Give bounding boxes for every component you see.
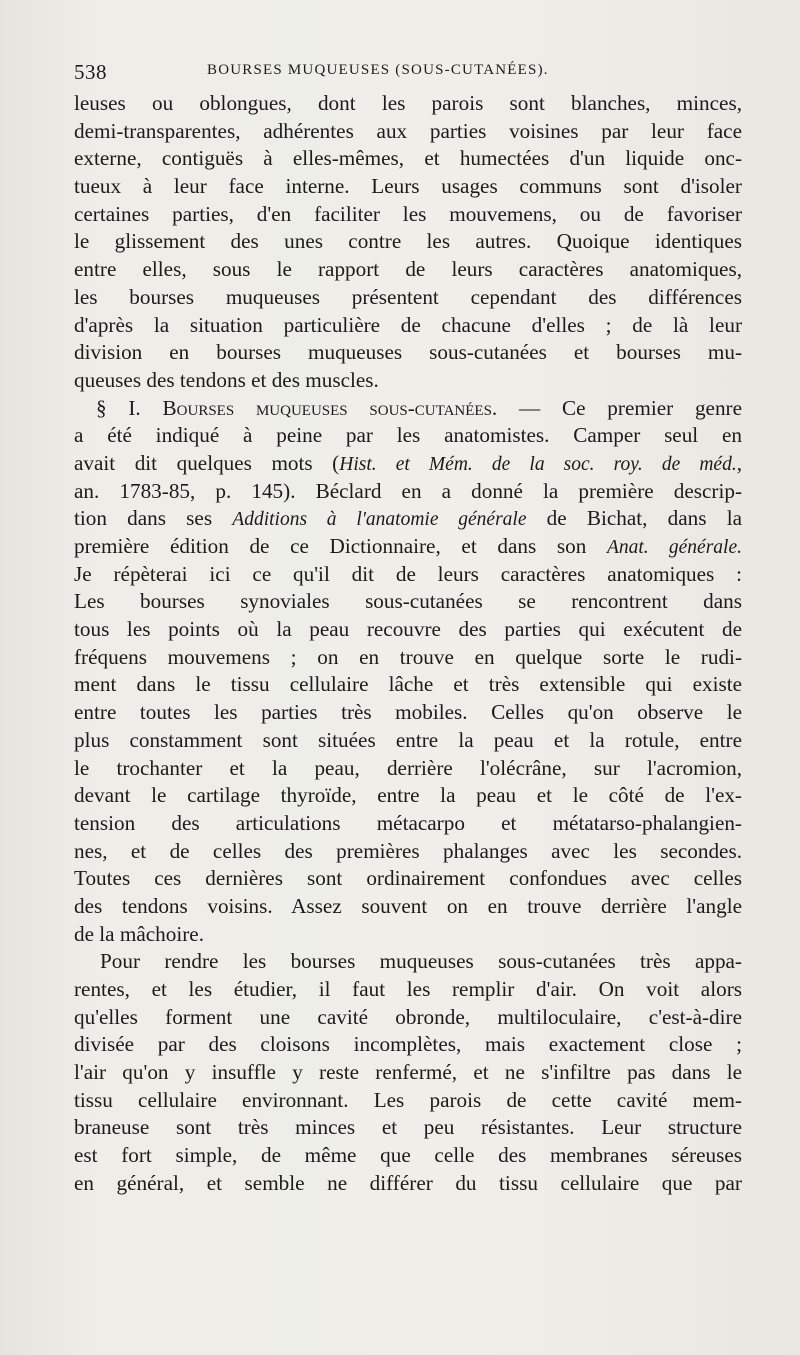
- text-line-citation: [74, 505, 742, 533]
- text-line: de la mâchoire.: [74, 921, 205, 946]
- page-header: [74, 60, 734, 90]
- text-line: tissu cellulaire environnant. Les parois de cette cavité mem-: [74, 1087, 742, 1112]
- text-line: divisée par des cloisons incomplètes, mais exactement close ;: [74, 1032, 742, 1057]
- text-line: en général, et semble ne différer du tissu cellulaire que par: [74, 1170, 742, 1195]
- text-fragment: ,: [736, 450, 742, 475]
- text-line: division en bourses muqueuses sous-cutanées et bourses mu-: [74, 340, 742, 365]
- text-line: qu'elles forment une cavité obronde, multiloculaire, c'est-à-dire: [74, 1004, 742, 1029]
- text-line: le trochanter et la peau, derrière l'olécrâne, sur l'acromion,: [74, 755, 742, 780]
- text-line: braneuse sont très minces et peu résistantes. Leur structure: [74, 1115, 742, 1140]
- text-line: rentes, et les étudier, il faut les remplir d'air. On voit alors: [74, 977, 742, 1001]
- text-line: l'air qu'on y insuffle y reste renfermé, et ne s'infiltre pas dans le: [74, 1060, 742, 1085]
- citation-italic: Anat. générale.: [606, 537, 742, 558]
- text-line: Pour rendre les bourses muqueuses sous-cutanées très appa-: [100, 949, 742, 974]
- text-line: Toutes ces dernières sont ordinairement confondues avec celles: [74, 866, 742, 891]
- text-line: leuses ou oblongues, dont les parois sont blanches, minces,: [74, 91, 742, 115]
- text-line: ment dans le tissu cellulaire lâche et très extensible qui existe: [74, 672, 742, 697]
- section-heading: Bourses muqueuses sous-cutanées.: [162, 395, 498, 420]
- text-line: est fort simple, de même que celle des membranes séreuses: [74, 1143, 742, 1168]
- citation-italic: Hist. et Mém. de la soc. roy. de méd.: [339, 453, 737, 475]
- text-line-citation: [74, 533, 742, 561]
- text-line: tous les points où la peau recouvre des parties qui exécutent de: [74, 617, 742, 642]
- text-fragment: de Bichat, dans la: [526, 506, 742, 531]
- text-line: fréquens mouvemens ; on en trouve en quelque sorte le rudi-: [74, 644, 742, 669]
- text-line-citation: [74, 450, 742, 478]
- text-line: des tendons voisins. Assez souvent on en trouve derrière l'angle: [74, 893, 742, 918]
- text-line: tension des articulations métacarpo et métatarso-phalangien-: [74, 810, 742, 835]
- section-heading-rest: — Ce premier genre: [497, 395, 742, 420]
- text-line: d'après la situation particulière de chacune d'elles ; de là leur: [74, 312, 742, 337]
- text-line: Les bourses synoviales sous-cutanées se rencontrent dans: [74, 589, 742, 614]
- text-line: plus constamment sont situées entre la peau et la rotule, entre: [74, 727, 742, 752]
- body-text: [74, 90, 742, 1198]
- text-line: tueux à leur face interne. Leurs usages communs sont d'isoler: [74, 174, 742, 199]
- text-line: demi-transparentes, adhérentes aux parties voisines par leur face: [74, 118, 742, 143]
- text-line: entre toutes les parties très mobiles. Celles qu'on observe le: [74, 700, 742, 725]
- text-line: nes, et de celles des premières phalanges avec les secondes.: [74, 838, 742, 863]
- section-mark: § I.: [96, 395, 163, 420]
- running-title: BOURSES MUQUEUSES (SOUS-CUTANÉES).: [207, 62, 549, 78]
- text-fragment: avait dit quelques mots (: [74, 450, 340, 475]
- text-fragment: première édition de ce Dictionnaire, et dans son: [74, 534, 607, 558]
- citation-italic: Additions à l'anatomie générale: [232, 509, 527, 531]
- text-line: an. 1783-85, p. 145). Béclard en a donné la première descrip-: [74, 478, 742, 503]
- text-line: devant le cartilage thyroïde, entre la peau et le côté de l'ex-: [74, 783, 742, 808]
- text-line: les bourses muqueuses présentent cependant des différences: [74, 284, 742, 309]
- text-line: certaines parties, d'en faciliter les mouvemens, ou de favoriser: [74, 201, 742, 226]
- text-line: le glissement des unes contre les autres. Quoique identiques: [74, 229, 742, 254]
- section-heading-line: [74, 395, 742, 423]
- text-line: queuses des tendons et des muscles.: [74, 367, 379, 392]
- text-line: entre elles, sous le rapport de leurs caractères anatomiques,: [74, 257, 742, 282]
- text-line: Je répèterai ici ce qu'il dit de leurs caractères anatomiques :: [74, 561, 742, 586]
- text-line: externe, contiguës à elles-mêmes, et humectées d'un liquide onc-: [74, 146, 742, 171]
- text-fragment: tion dans ses: [74, 506, 233, 531]
- text-line: a été indiqué à peine par les anatomistes. Camper seul en: [74, 423, 742, 448]
- page-number: 538: [74, 60, 107, 84]
